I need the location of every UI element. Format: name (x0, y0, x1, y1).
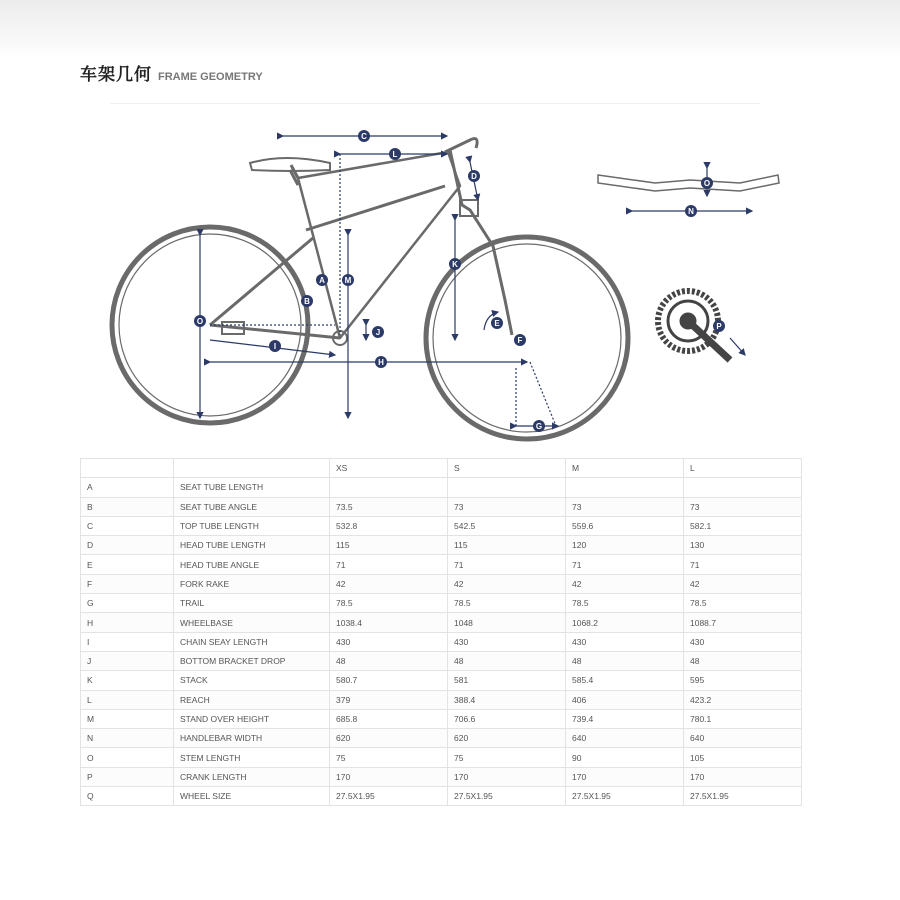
row-value: 27.5X1.95 (330, 787, 448, 806)
row-value (684, 478, 802, 497)
row-value: 388.4 (448, 690, 566, 709)
svg-text:K: K (452, 260, 458, 269)
row-value: 27.5X1.95 (448, 787, 566, 806)
column-header (81, 459, 174, 478)
row-value: 1038.4 (330, 613, 448, 632)
column-header-s: S (448, 459, 566, 478)
svg-text:D: D (471, 172, 477, 181)
table-row (81, 671, 802, 690)
row-value: 640 (684, 729, 802, 748)
row-name: STEM LENGTH (174, 748, 330, 767)
row-value: 78.5 (330, 594, 448, 613)
row-value: 78.5 (684, 594, 802, 613)
label-o-stem (701, 177, 713, 189)
row-code: M (81, 709, 174, 728)
row-value: 73 (448, 497, 566, 516)
row-value: 170 (566, 767, 684, 786)
table-header-row (81, 459, 802, 478)
row-value: 75 (330, 748, 448, 767)
row-value: 115 (448, 536, 566, 555)
row-value: 71 (448, 555, 566, 574)
title-english: FRAME GEOMETRY (158, 71, 263, 83)
label-e (491, 317, 503, 329)
bike-geometry-diagram (0, 100, 900, 450)
row-value: 542.5 (448, 516, 566, 535)
row-code: E (81, 555, 174, 574)
svg-text:C: C (361, 132, 367, 141)
row-name: FORK RAKE (174, 574, 330, 593)
svg-text:P: P (716, 322, 722, 331)
label-h (375, 356, 387, 368)
row-value: 595 (684, 671, 802, 690)
section-title (80, 60, 263, 85)
row-value: 73.5 (330, 497, 448, 516)
row-value: 170 (330, 767, 448, 786)
row-value: 580.7 (330, 671, 448, 690)
title-chinese: 车架几何 (80, 65, 152, 84)
row-code: F (81, 574, 174, 593)
dimension-labels (194, 130, 725, 432)
svg-text:G: G (535, 422, 543, 431)
row-value: 130 (684, 536, 802, 555)
row-value: 430 (684, 632, 802, 651)
frame (210, 152, 460, 338)
row-code: Q (81, 787, 174, 806)
row-value: 685.8 (330, 709, 448, 728)
row-name: TOP TUBE LENGTH (174, 516, 330, 535)
row-value: 42 (684, 574, 802, 593)
table-row (81, 574, 802, 593)
table-row (81, 594, 802, 613)
geometry-table (80, 458, 802, 806)
row-value: 115 (330, 536, 448, 555)
row-value: 42 (566, 574, 684, 593)
row-value: 90 (566, 748, 684, 767)
row-value: 379 (330, 690, 448, 709)
row-code: B (81, 497, 174, 516)
row-name: HEAD TUBE LENGTH (174, 536, 330, 555)
row-value: 170 (684, 767, 802, 786)
row-value: 430 (330, 632, 448, 651)
label-i (269, 340, 281, 352)
row-code: G (81, 594, 174, 613)
row-name: SEAT TUBE ANGLE (174, 497, 330, 516)
row-value: 48 (448, 651, 566, 670)
row-name: HEAD TUBE ANGLE (174, 555, 330, 574)
row-value: 120 (566, 536, 684, 555)
row-value (330, 478, 448, 497)
label-p (713, 320, 725, 332)
table-row (81, 536, 802, 555)
table-row (81, 709, 802, 728)
svg-text:M: M (344, 276, 352, 285)
row-value: 48 (566, 651, 684, 670)
row-value: 585.4 (566, 671, 684, 690)
row-value: 48 (684, 651, 802, 670)
row-name: SEAT TUBE LENGTH (174, 478, 330, 497)
svg-text:I: I (273, 342, 277, 351)
svg-text:J: J (375, 328, 381, 337)
column-header (174, 459, 330, 478)
label-l (389, 148, 401, 160)
row-value: 430 (448, 632, 566, 651)
row-value (566, 478, 684, 497)
row-code: H (81, 613, 174, 632)
row-name: STACK (174, 671, 330, 690)
row-value: 27.5X1.95 (566, 787, 684, 806)
row-value: 1088.7 (684, 613, 802, 632)
row-value: 42 (448, 574, 566, 593)
row-value: 78.5 (566, 594, 684, 613)
row-value: 1068.2 (566, 613, 684, 632)
label-d (468, 170, 480, 182)
label-m (342, 274, 354, 286)
svg-text:H: H (378, 358, 384, 367)
row-code: J (81, 651, 174, 670)
row-value: 706.6 (448, 709, 566, 728)
label-j (372, 326, 384, 338)
row-value: 640 (566, 729, 684, 748)
row-value: 1048 (448, 613, 566, 632)
row-code: L (81, 690, 174, 709)
table-row (81, 497, 802, 516)
label-o-rear (194, 315, 206, 327)
row-value: 73 (684, 497, 802, 516)
label-b (301, 295, 313, 307)
row-code: D (81, 536, 174, 555)
row-name: TRAIL (174, 594, 330, 613)
table-row (81, 729, 802, 748)
row-name: CRANK LENGTH (174, 767, 330, 786)
svg-text:L: L (392, 150, 398, 159)
row-value: 42 (330, 574, 448, 593)
row-value: 532.8 (330, 516, 448, 535)
crankset (658, 291, 745, 360)
row-name: BOTTOM BRACKET DROP (174, 651, 330, 670)
svg-text:A: A (319, 276, 325, 285)
row-name: WHEEL SIZE (174, 787, 330, 806)
row-value: 559.6 (566, 516, 684, 535)
table-row (81, 651, 802, 670)
row-value (448, 478, 566, 497)
svg-text:O: O (703, 179, 711, 188)
table-row (81, 516, 802, 535)
row-name: WHEELBASE (174, 613, 330, 632)
row-value: 48 (330, 651, 448, 670)
table-row (81, 690, 802, 709)
label-k (449, 258, 461, 270)
row-value: 739.4 (566, 709, 684, 728)
row-code: K (81, 671, 174, 690)
table-row (81, 613, 802, 632)
row-value: 75 (448, 748, 566, 767)
row-value: 78.5 (448, 594, 566, 613)
table-row (81, 748, 802, 767)
top-bar (0, 0, 900, 58)
row-value: 620 (330, 729, 448, 748)
saddle (250, 158, 330, 171)
row-value: 620 (448, 729, 566, 748)
row-value: 105 (684, 748, 802, 767)
row-value: 73 (566, 497, 684, 516)
row-code: P (81, 767, 174, 786)
label-a (316, 274, 328, 286)
row-code: C (81, 516, 174, 535)
row-code: A (81, 478, 174, 497)
row-value: 71 (330, 555, 448, 574)
table-row (81, 787, 802, 806)
column-header-l: L (684, 459, 802, 478)
row-name: STAND OVER HEIGHT (174, 709, 330, 728)
row-value: 71 (684, 555, 802, 574)
row-value: 780.1 (684, 709, 802, 728)
row-value: 430 (566, 632, 684, 651)
column-header-m: M (566, 459, 684, 478)
row-name: HANDLEBAR WIDTH (174, 729, 330, 748)
label-f (514, 334, 526, 346)
row-value: 406 (566, 690, 684, 709)
svg-text:F: F (517, 336, 523, 345)
column-header-xs: XS (330, 459, 448, 478)
row-value: 71 (566, 555, 684, 574)
row-value: 170 (448, 767, 566, 786)
table-row (81, 478, 802, 497)
row-code: N (81, 729, 174, 748)
row-value: 27.5X1.95 (684, 787, 802, 806)
label-n (685, 205, 697, 217)
row-value: 423.2 (684, 690, 802, 709)
row-code: I (81, 632, 174, 651)
handlebar (598, 175, 779, 191)
table-row (81, 555, 802, 574)
row-value: 581 (448, 671, 566, 690)
row-name: REACH (174, 690, 330, 709)
row-name: CHAIN SEAY LENGTH (174, 632, 330, 651)
svg-text:E: E (494, 319, 500, 328)
row-value: 582.1 (684, 516, 802, 535)
svg-text:O: O (196, 317, 204, 326)
svg-text:N: N (688, 207, 694, 216)
table-row (81, 767, 802, 786)
label-c (358, 130, 370, 142)
table-row (81, 632, 802, 651)
svg-text:B: B (304, 297, 310, 306)
row-code: O (81, 748, 174, 767)
label-g (533, 420, 545, 432)
